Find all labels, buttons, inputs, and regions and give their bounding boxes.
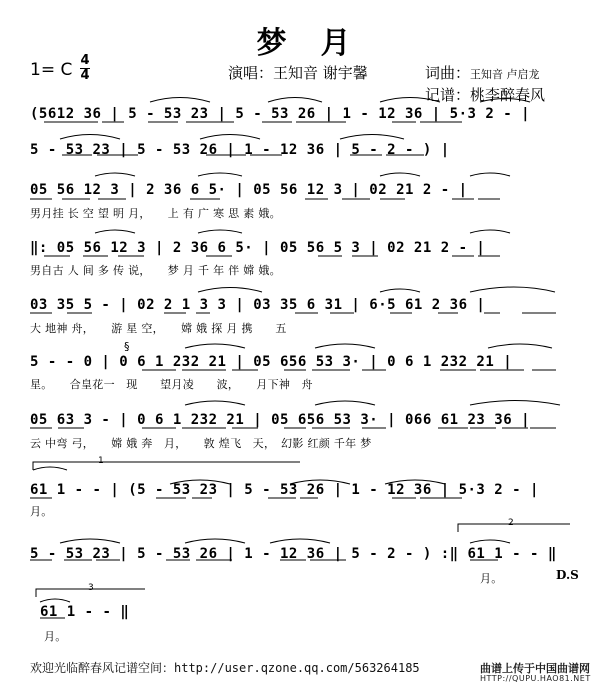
score-line-6: 5 - - 0 | 0 6 1 232 21 | 05 656 53 3· | 0 6 1 232 21 | — [30, 354, 513, 370]
lyric-line-1: 男月挂 长 空 望 明 月， 上 有 广 寒 思 素 娥。 — [30, 207, 281, 220]
lyric-line-3: 大 地神 舟， 游 星 空， 嫦 娥 探 月 携 五 — [30, 322, 287, 335]
score-line-7: 05 63 3 - | 0 6 1 232 21 | 05 656 53 3· | 066 61 23 36 | — [30, 412, 531, 428]
time-signature-bottom: 4 — [80, 68, 90, 83]
score-line-2: 5 - 53 23 | 5 - 53 26 | 1 - 12 36 | 5 - 2 - ) | — [30, 142, 450, 158]
score-line-4: ‖: 05 56 12 3 | 2 36 6 5· | 05 56 5 3 | 02 21 2 - | — [30, 240, 486, 256]
lyric-line-8: 月。 — [44, 630, 67, 643]
composer-credit — [425, 62, 540, 83]
song-title: 梦 月 — [256, 26, 353, 61]
volta-label-2: 2 — [508, 518, 514, 528]
singer-names: 王知音 谢宇馨 — [273, 64, 368, 82]
lyric-line-4: 星。 合皇花一 现 望月凌 波， 月下神 舟 — [30, 378, 313, 391]
lyric-line-7: 月。 — [480, 572, 503, 585]
key-signature: 1= C — [30, 60, 73, 80]
lyric-line-2: 男自古 人 间 多 传 说， 梦 月 千 年 伴 嫦 娥。 — [30, 264, 281, 277]
score-line-8: 61 1 - - | (5 - 53 23 | 5 - 53 26 | 1 - 12 36 | 5·3 2 - | — [30, 482, 539, 498]
composer-names: 王知音 卢启龙 — [470, 68, 540, 81]
footer-credit: 欢迎光临醉春风记谱空间：http://user.qzone.qq.com/563264185 — [30, 661, 420, 675]
segno-mark: § — [124, 340, 130, 353]
score-line-1: (5612 36 | 5 - 53 23 | 5 - 53 26 | 1 - 12 36 | 5·3 2 - | — [30, 106, 531, 122]
time-signature-top: 4 — [80, 53, 90, 68]
transcriber-label: 记谱： — [425, 86, 471, 104]
transcriber-name: 桃李醉春风 — [470, 86, 546, 104]
volta-label-3: 3 — [88, 583, 94, 593]
score-line-5: 03 35 5 - | 02 2 1 3 3 | 03 35 6 31 | 6·5 61 2 36 | — [30, 297, 486, 313]
score-line-3: 05 56 12 3 | 2 36 6 5· | 05 56 12 3 | 02 21 2 - | — [30, 182, 468, 198]
composer-label: 词曲： — [425, 64, 471, 82]
score-line-9: 5 - 53 23 | 5 - 53 26 | 1 - 12 36 | 5 - 2 - ) :‖ 61 1 - - ‖ — [30, 546, 557, 562]
singer-label: 演唱： — [228, 64, 274, 82]
site-watermark-url: HTTP://QUPU.HAO81.NET — [480, 674, 591, 683]
singer-credit — [228, 62, 368, 83]
ds-mark: D.S — [556, 568, 579, 582]
score-line-10: 61 1 - - ‖ — [40, 604, 130, 620]
lyric-line-6: 月。 — [30, 505, 53, 518]
transcriber-credit — [425, 84, 545, 105]
volta-label-1: 1 — [98, 456, 104, 466]
site-watermark: 曲谱上传于中国曲谱网 — [480, 662, 590, 675]
lyric-line-5: 云 中弯 弓， 嫦 娥 奔 月， 敦 煌飞 天， 幻影 红颜 千年 梦 — [30, 437, 372, 450]
time-signature — [80, 55, 90, 82]
